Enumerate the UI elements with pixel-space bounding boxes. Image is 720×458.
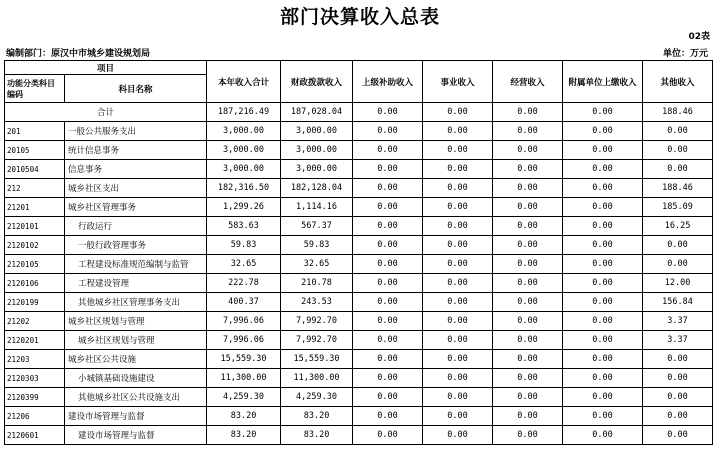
value-cell: 0.00 [563,407,643,426]
value-cell: 0.00 [423,274,493,293]
value-cell: 0.00 [423,407,493,426]
value-cell: 0.00 [423,141,493,160]
value-cell: 0.00 [423,179,493,198]
value-cell: 3,000.00 [207,141,281,160]
func-code-cell: 2120303 [5,369,65,388]
value-cell: 0.00 [493,122,563,141]
value-cell: 0.00 [353,179,423,198]
total-value: 187,216.49 [207,103,281,122]
func-code-cell: 21206 [5,407,65,426]
value-cell: 7,996.06 [207,331,281,350]
value-cell: 7,992.70 [281,331,353,350]
value-cell: 0.00 [493,274,563,293]
value-cell: 0.00 [493,388,563,407]
func-code-cell: 2120201 [5,331,65,350]
table-row [5,331,713,350]
value-cell: 222.78 [207,274,281,293]
value-cell: 0.00 [423,236,493,255]
value-cell: 0.00 [423,426,493,445]
value-cell: 0.00 [563,217,643,236]
value-cell: 0.00 [493,369,563,388]
header-col-operation: 经营收入 [493,61,563,103]
subject-name-cell: 小城镇基础设施建设 [65,369,207,388]
compiler-label: 编制部门：原汉中市城乡建设规划局 [6,49,151,59]
value-cell: 0.00 [643,236,713,255]
value-cell: 182,128.04 [281,179,353,198]
subject-name-cell: 城乡社区公共设施 [65,350,207,369]
value-cell: 0.00 [423,217,493,236]
value-cell: 4,259.30 [281,388,353,407]
total-value: 0.00 [423,103,493,122]
value-cell: 3,000.00 [207,160,281,179]
value-cell: 0.00 [493,312,563,331]
table-row [5,274,713,293]
value-cell: 3,000.00 [281,160,353,179]
subject-name-cell: 城乡社区规划与管理 [65,331,207,350]
func-code-cell: 201 [5,122,65,141]
value-cell: 210.78 [281,274,353,293]
total-label: 合计 [5,103,207,122]
value-cell: 0.00 [643,255,713,274]
value-cell: 3,000.00 [281,122,353,141]
value-cell: 243.53 [281,293,353,312]
total-value: 0.00 [563,103,643,122]
value-cell: 0.00 [493,160,563,179]
subject-name-cell: 其他城乡社区公共设施支出 [65,388,207,407]
table-row [5,293,713,312]
table-row [5,255,713,274]
value-cell: 185.09 [643,198,713,217]
func-code-cell: 21201 [5,198,65,217]
total-value: 0.00 [493,103,563,122]
value-cell: 583.63 [207,217,281,236]
table-row [5,198,713,217]
value-cell: 0.00 [423,388,493,407]
value-cell: 0.00 [643,160,713,179]
value-cell: 83.20 [207,407,281,426]
func-code-cell: 21202 [5,312,65,331]
value-cell: 0.00 [353,274,423,293]
value-cell: 0.00 [643,350,713,369]
value-cell: 182,316.50 [207,179,281,198]
value-cell: 0.00 [353,236,423,255]
header-col-fiscal: 财政拨款收入 [281,61,353,103]
value-cell: 11,300.00 [281,369,353,388]
value-cell: 0.00 [563,160,643,179]
value-cell: 0.00 [643,369,713,388]
table-row [5,350,713,369]
value-cell: 4,259.30 [207,388,281,407]
value-cell: 400.37 [207,293,281,312]
subject-name-cell: 工程建设标准规范编制与监管 [65,255,207,274]
value-cell: 0.00 [353,388,423,407]
value-cell: 16.25 [643,217,713,236]
total-value: 188.46 [643,103,713,122]
table-row [5,160,713,179]
table-row [5,369,713,388]
header-col-superior: 上级补助收入 [353,61,423,103]
value-cell: 0.00 [423,198,493,217]
value-cell: 3.37 [643,312,713,331]
value-cell: 0.00 [423,255,493,274]
func-code-cell: 2120101 [5,217,65,236]
header-item: 项目 [5,61,207,75]
header-func-code: 功能分类科目编码 [5,75,65,103]
value-cell: 0.00 [423,350,493,369]
value-cell: 0.00 [493,293,563,312]
value-cell: 0.00 [493,198,563,217]
value-cell: 0.00 [493,331,563,350]
value-cell: 0.00 [563,293,643,312]
header-col-business: 事业收入 [423,61,493,103]
value-cell: 0.00 [423,122,493,141]
value-cell: 0.00 [563,312,643,331]
value-cell: 0.00 [563,331,643,350]
value-cell: 0.00 [563,388,643,407]
subject-name-cell: 建设市场管理与监督 [65,426,207,445]
value-cell: 0.00 [493,255,563,274]
value-cell: 0.00 [643,407,713,426]
value-cell: 0.00 [563,274,643,293]
unit-label: 单位：万元 [662,49,708,59]
value-cell: 0.00 [353,426,423,445]
func-code-cell: 2120106 [5,274,65,293]
subject-name-cell: 信息事务 [65,160,207,179]
value-cell: 0.00 [423,293,493,312]
value-cell: 0.00 [643,122,713,141]
value-cell: 59.83 [207,236,281,255]
func-code-cell: 2120399 [5,388,65,407]
value-cell: 0.00 [353,141,423,160]
value-cell: 83.20 [207,426,281,445]
value-cell: 0.00 [423,160,493,179]
value-cell: 0.00 [423,331,493,350]
header-col-other: 其他收入 [643,61,713,103]
value-cell: 0.00 [493,407,563,426]
value-cell: 188.46 [643,179,713,198]
value-cell: 1,299.26 [207,198,281,217]
form-number: 02表 [688,32,710,42]
subject-name-cell: 一般公共服务支出 [65,122,207,141]
value-cell: 0.00 [563,198,643,217]
func-code-cell: 212 [5,179,65,198]
value-cell: 0.00 [353,350,423,369]
subject-name-cell: 行政运行 [65,217,207,236]
header-col-total: 本年收入合计 [207,61,281,103]
subject-name-cell: 统计信息事务 [65,141,207,160]
func-code-cell: 2120105 [5,255,65,274]
total-row [5,103,713,122]
value-cell: 32.65 [281,255,353,274]
subject-name-cell: 其他城乡社区管理事务支出 [65,293,207,312]
table-row [5,388,713,407]
report-title: 部门决算收入总表 [279,6,440,28]
subject-name-cell: 城乡社区支出 [65,179,207,198]
value-cell: 3,000.00 [281,141,353,160]
value-cell: 3,000.00 [207,122,281,141]
value-cell: 0.00 [643,426,713,445]
table-row [5,426,713,445]
value-cell: 0.00 [563,141,643,160]
value-cell: 156.84 [643,293,713,312]
total-value: 0.00 [353,103,423,122]
subject-name-cell: 城乡社区规划与管理 [65,312,207,331]
table-row [5,141,713,160]
value-cell: 0.00 [353,293,423,312]
func-code-cell: 2010504 [5,160,65,179]
value-cell: 0.00 [493,236,563,255]
value-cell: 0.00 [493,217,563,236]
func-code-cell: 2120199 [5,293,65,312]
value-cell: 3.37 [643,331,713,350]
value-cell: 0.00 [353,198,423,217]
value-cell: 32.65 [207,255,281,274]
table-row [5,236,713,255]
table-row [5,217,713,236]
value-cell: 83.20 [281,426,353,445]
value-cell: 0.00 [353,407,423,426]
subject-name-cell: 工程建设管理 [65,274,207,293]
table-row [5,122,713,141]
func-code-cell: 21203 [5,350,65,369]
table-row [5,179,713,198]
value-cell: 0.00 [563,426,643,445]
func-code-cell: 20105 [5,141,65,160]
subject-name-cell: 一般行政管理事务 [65,236,207,255]
value-cell: 0.00 [643,141,713,160]
func-code-cell: 2120102 [5,236,65,255]
value-cell: 0.00 [353,369,423,388]
value-cell: 11,300.00 [207,369,281,388]
value-cell: 0.00 [493,179,563,198]
value-cell: 0.00 [353,122,423,141]
value-cell: 12.00 [643,274,713,293]
value-cell: 15,559.30 [207,350,281,369]
value-cell: 83.20 [281,407,353,426]
value-cell: 0.00 [423,369,493,388]
value-cell: 0.00 [353,255,423,274]
value-cell: 59.83 [281,236,353,255]
value-cell: 1,114.16 [281,198,353,217]
value-cell: 567.37 [281,217,353,236]
value-cell: 7,992.70 [281,312,353,331]
income-summary-table [4,60,713,445]
value-cell: 7,996.06 [207,312,281,331]
table-row [5,407,713,426]
value-cell: 0.00 [353,160,423,179]
subject-name-cell: 建设市场管理与监督 [65,407,207,426]
table-row [5,312,713,331]
subject-name-cell: 城乡社区管理事务 [65,198,207,217]
value-cell: 0.00 [563,369,643,388]
value-cell: 0.00 [353,217,423,236]
func-code-cell: 2120601 [5,426,65,445]
value-cell: 0.00 [563,179,643,198]
value-cell: 0.00 [353,331,423,350]
value-cell: 0.00 [563,122,643,141]
value-cell: 0.00 [493,350,563,369]
value-cell: 0.00 [353,312,423,331]
value-cell: 0.00 [563,255,643,274]
value-cell: 0.00 [423,312,493,331]
total-value: 187,028.04 [281,103,353,122]
value-cell: 0.00 [563,350,643,369]
value-cell: 0.00 [563,236,643,255]
value-cell: 0.00 [493,141,563,160]
header-col-affiliated: 附属单位上缴收入 [563,61,643,103]
header-subject-name: 科目名称 [65,75,207,103]
value-cell: 0.00 [643,388,713,407]
value-cell: 0.00 [493,426,563,445]
value-cell: 15,559.30 [281,350,353,369]
